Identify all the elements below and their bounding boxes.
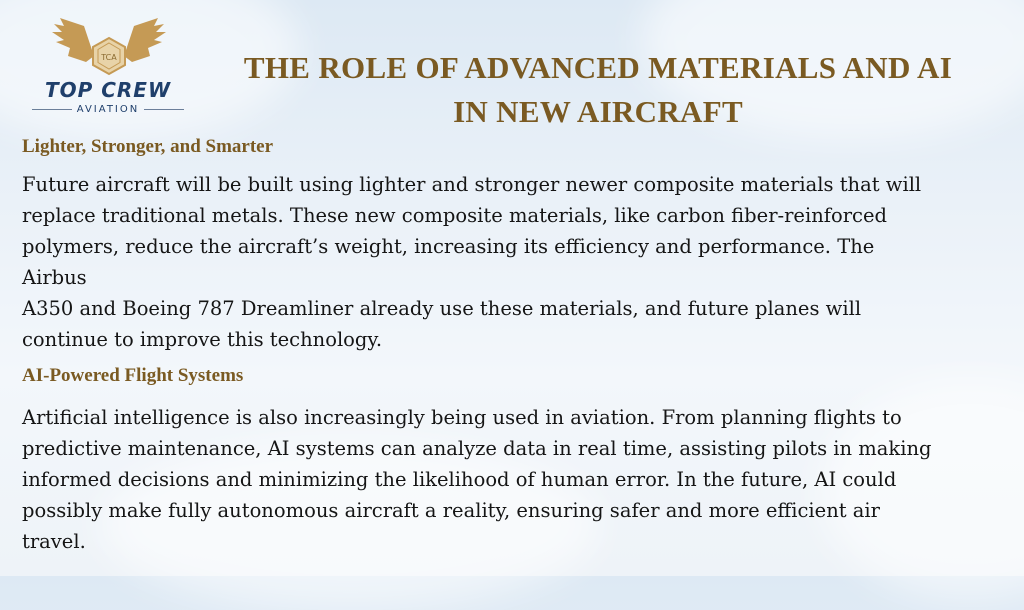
logo-tagline: AVIATION xyxy=(76,104,140,115)
winged-shield-logo-icon xyxy=(24,16,194,86)
paragraph-line: replace traditional metals. These new composite materials, like carbon fiber-reinforced xyxy=(22,204,887,227)
paragraph-line: Future aircraft will be built using lighter and stronger newer composite materials that will xyxy=(22,173,922,196)
title-line: IN NEW AIRCRAFT xyxy=(453,94,743,129)
paragraph-line: possibly make fully autonomous aircraft a reality, ensuring safer and more efficient air xyxy=(22,499,880,522)
logo-divider xyxy=(32,109,72,110)
title-line: THE ROLE OF ADVANCED MATERIALS AND AI xyxy=(243,50,953,85)
paragraph-line: continue to improve this technology. xyxy=(22,328,383,351)
section-paragraph-ai xyxy=(22,402,1002,557)
paragraph-line: polymers, reduce the aircraft’s weight, increasing its efficiency and performance. The xyxy=(22,235,875,258)
paragraph-line: A350 and Boeing 787 Dreamliner already use these materials, and future planes will xyxy=(22,297,862,320)
paragraph-line: travel. xyxy=(22,530,86,553)
paragraph-line: Airbus xyxy=(22,266,87,289)
paragraph-line: Artificial intelligence is also increasingly being used in aviation. From planning flights to xyxy=(22,406,902,429)
page-title xyxy=(200,46,996,134)
paragraph-line: predictive maintenance, AI systems can analyze data in real time, assisting pilots in making xyxy=(22,437,932,460)
logo-tagline-row xyxy=(32,104,184,115)
paragraph-line: informed decisions and minimizing the likelihood of human error. In the future, AI could xyxy=(22,468,897,491)
section-heading-ai: AI-Powered Flight Systems xyxy=(22,365,244,386)
logo-company-name: TOP CREW xyxy=(44,78,172,102)
company-logo xyxy=(24,16,194,116)
logo-emblem-text: TCA xyxy=(101,53,117,62)
section-heading-materials: Lighter, Stronger, and Smarter xyxy=(22,136,274,157)
section-paragraph-materials xyxy=(22,169,1002,355)
logo-divider xyxy=(144,109,184,110)
